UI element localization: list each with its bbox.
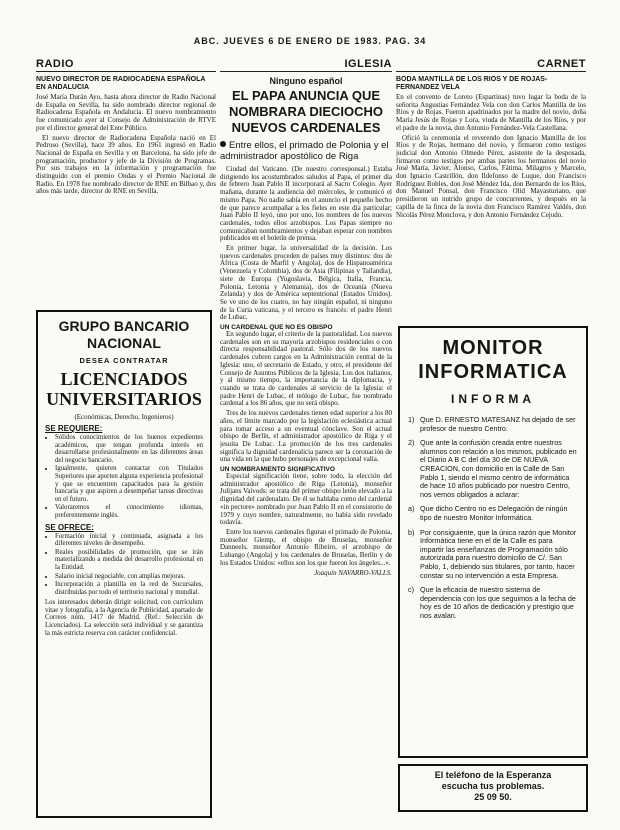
bank-ad-role: LICENCIADOS UNIVERSITARIOS [46,369,202,409]
church-lead: Entre ellos, el primado de Polonia y el administrador apostólico de Riga [220,140,389,162]
church-title: EL PAPA ANUNCIA QUE NOMBRARA DIECIOCHO NUEVOS CARDENALES [228,88,384,135]
esperanza-phone: 25 09 50. [474,792,512,802]
list-item: a) Que dicho Centro no es Delegación de ningún tipo de nuestro Monitor Informática. [408,504,568,522]
church-kicker: Ninguno español [269,76,343,86]
radio-paragraph: El nuevo director de Radiocadena Española nació en El Pedroso (Sevilla), hace 39 años. En 1961 ingresó en Radio Nacional de España en Sevilla y en Barcelona, ha sido jefe de programación, productor y jefe de la División de Programas. Por sus trabajos en la información y programación fue distinguido con el premio Ondas y el Premio Nacional de Radio. En 1978 fue nombrado director de RNE en Bilbao y, dos años más tarde, director de RNE en Sevilla. [36,133,216,196]
list-item: • Igualmente, quieren contactar con Titulados Superiores que aporten alguna experiencia profesional y que se encuentren capacitados para la gestión bancaria y que aspiren a desempeñar tareas directivas en el futuro. [55,465,203,503]
list-item: 1) Que D. ERNESTO MATESANZ ha dejado de ser profesor de nuestro Centro. [408,415,576,433]
carnet-paragraph: En el convento de Loreto (Espartinas) tuvo lugar la boda de la señorita Angustias Fernández Vela con don Carlos Mantilla de los Ríos y de Rojas. Fueron apadrinados por la madre del novio, doña María Jesús de Rojas y Lora, viuda de Mantilla de los Ríos, y por el padre de la novia, don Antonio Fernández-Vela Castellana. [396,93,586,132]
carnet-headline: BODA MANTILLA DE LOS RIOS Y DE ROJAS-FERNANDEZ VELA [396,76,548,91]
radio-paragraph: José María Durán Ayo, hasta ahora director de Radio Nacional de España en Sevilla, ha sido nombrado director regional de Radiocadena Española en Andalucía. El nuevo nombramiento fue comunicado ayer al Consejo de Administración de RTVE por el director general del Ente Público. [36,93,216,132]
bank-ad-footer: Los interesados deberán dirigir solicitud, con currículum vitae y fotografía, a la Agencia de Publicidad, apartado de Correos núm. 1417 de Madrid. (Ref.: Selección de Licenciados). La selección será individual y se garantiza la más estricta reserva con carácter confidencial. [45,599,203,637]
church-signature: Joaquín NAVARRO-VALLS. [314,569,392,578]
church-subhead: UN CARDENAL QUE NO ES OBISPO [220,324,333,332]
radio-headline: NUEVO DIRECTOR DE RADIOCADENA ESPAÑOLA EN ANDALUCIA [36,76,206,91]
list-item: b) Por consiguiente, que la única razón que Monitor Informática tiene en el de la Calle es para impartir las enseñanzas de Programación sólo autorizada para nuestro domicilio de C/. San Pablo, 1, debiendo sus titulares, por tanto, hacer constar su no intervención a esta Empresa. [408,527,577,580]
list-item: • Salario inicial negociable, con amplias mejoras. [55,573,203,581]
esperanza-phone-ad [398,764,588,812]
bank-ad-fields: (Económicas, Derecho, Ingenieros) [74,413,174,421]
section-iglesia: IGLESIA [220,58,392,72]
church-subhead: UN NOMBRAMIENTO SIGNIFICATIVO [220,466,335,474]
list-item: • Formación inicial y continuada, asignada a los diferentes niveles de desempeño. [55,533,203,548]
church-paragraph: En segundo lugar, el criterio de la pastoralidad. Los nuevos cardenales son en su mayoría arzobispos residenciales o con directa responsabilidad pastoral. Sólo dos de los nuevos cardenales cubren cargos en la Administración central de la Iglesia: uno, el secretario de Estado, y otro, el presidente del Consejo de Asuntos Públicos de la Iglesia. Los dos italianos, y al mismo tiempo, la importancia de la diplomacia, y cuando se trata de cardenales al servicio de la Iglesia: el padre Henri de Lubac, el teólogo de Lubac, fue nombrado cardenal a los 86 años, que no será obispo. [220,330,392,408]
church-paragraph: Tres de los nuevos cardenales tienen edad superior a los 80 años, el límite marcado por la legislación eclesiástica actual para tomar acceso a un eventual cónclave. Son el actual obispo de Berlín, el administrador apostólico de Riga y el jesuita De Lubac. La promoción de los tres cardenales significa la dignidad cardenalicia parece ser la coronación de una vida en la que hubo personajes de excepcional valía. [220,409,392,464]
list-item: • Reales posibilidades de promoción, que se irán materializando a medida del desarrollo profesional en la Entidad. [55,549,203,572]
monitor-ad-title: MONITOR INFORMATICA [418,337,568,383]
church-paragraph: En primer lugar, la universalidad de la decisión. Los nuevos cardenales proceden de países muy distintos: dos de África (Costa de Marfil y Angola), dos de Hispanoamérica (Venezuela y Colombia), dos de Asia (Filipinas y Tailandia), siete de Europa (Yugoslavia, Bélgica, Italia, Francia, Polonia, Letonia y Alemania), dos de Oceanía (Nueva Zelanda) y dos de América septentrional (Estados Unidos). Se ve uno de los cuatro, no hay ningún español, ni ninguno de la Curia vaticana, y el tercero es francés: el padre Henri de Lubac. [220,244,392,322]
list-item: • Incorporación a plantilla en la red de Sucursales, distribuidas por todo el territorio nacional y mundial. [55,581,203,596]
church-column [220,58,392,818]
list-item: 2) Que ante la confusión creada entre nuestros alumnos con relación a los mismos, publicado en el Diario A B C del día 30 de DE NUEVA CREACION, con domicilio en la Calle de San Pablo 1, siendo el mismo centro de informática de hace 10 años publicado por nuestro Centro, nos vemos obligados a aclarar: [408,438,577,499]
church-paragraph: Ciudad del Vaticano. (De nuestro corresponsal.) Estaba dirigiendo los acostumbrados saludos al Papa, el primer día de febrero Juan Pablo II incorporará al Sacro Colegio. Ayer mañana, durante la audiencia del miércoles, le comunicó el mismo Papa. No nadie sabía en el anuncio el pequeño hecho de que parece acompañar a los fieles en este día particular; Juan Pablo II leyó, uno por uno, los nombres de los nuevos cardenales, todos ellos arzobispos. Los Papas siempre no comunicaban nombramientos y dejaban esperar con nombres publicados en el boletín de prensa. [220,165,392,243]
esperanza-line2: escucha tus problemas. [441,781,545,791]
bank-ad-desea: DESEA CONTRATAR [79,356,169,365]
section-carnet: CARNET [396,58,586,72]
list-item: • Valoraremos el conocimiento idiomas, preferentemente inglés. [55,504,203,519]
page-header: ABC. JUEVES 6 DE ENERO DE 1983. PAG. 34 [193,36,427,46]
bank-ad-requires-list [45,434,203,520]
section-radio: RADIO [36,58,216,72]
bank-job-ad [36,310,212,818]
church-paragraph: Especial significación tiene, sobre todo, la elección del administrador apostólico de Riga (Letonia), monseñor Julijans Vaivods: se trata del primer obispo letón elevado a la dignidad del cardenalato. De él se hablaba como del cardenal «in pectore» nombrado por Juan Pablo II en el consistorio de 1979 y cuyo nombre, naturalmente, no había sido revelado todavía. [220,472,392,527]
monitor-ad-subtitle: INFORMA [451,392,535,406]
monitor-informatica-ad [398,326,588,758]
bank-ad-offers-label: SE OFRECE: [45,522,94,532]
carnet-column [396,58,586,320]
list-item: c) Que la eficacia de nuestro sistema de dependencia con los que seguimos a la fecha de hoy es de 10 años de dedicación y prestigio que nos avalan. [408,585,576,620]
bank-ad-requires-label: SE REQUIERE: [45,424,103,433]
church-paragraph: Entre los nuevos cardenales figuran el primado de Polonia, monseñor Glemp, el obispo de Bruselas, monseñor Danneels, monseñor Antonio Ribeiro, el arzobispo de Lubango (Angola) y los cardenales de Bruselas, Berlín y de los Estados Unidos: «ellos son los que fueron los ángeles...». [220,527,392,567]
bullet-icon [220,141,226,147]
bank-ad-org: GRUPO BANCARIO NACIONAL [58,318,190,351]
bank-ad-offers-list [45,533,203,597]
list-item: • Sólidos conocimientos de los buenos expedientes académicos, que tengan profunda interés en desarrollarse profesionalmente en las diferentes áreas del negocio bancario. [55,434,203,464]
esperanza-line1: El teléfono de la Esperanza [434,770,552,780]
carnet-paragraph: Ofició la ceremonia el reverendo don Ignacio Mantilla de los Ríos y de Rojas, hermano del novio, y firmaron como testigos judicial don Antonio Olmedo Pérez, asistente de la desposada, firmaron como testigos por ambas partes los hermanos del novio José María, Javier, Alonso, Carlos, Fátima, Milagros y Marcelo, don Ignacio Castrillón, don Ildefonso de Luque, don Francisco Rodríguez Robles, don José Méndez Ida, don Bernardo de los Ríos, don Manuel Ponsal, don Francisco Olid Mayasturiano, que presidieron un nutrido grupo de concurrentes, y después en la capilla de la finca de la novia don Francisco Ramírez Valdés, don Nicolás Pérez Monclova, y don Antonio Fernández Cejudo. [396,133,586,219]
radio-column [36,58,216,198]
